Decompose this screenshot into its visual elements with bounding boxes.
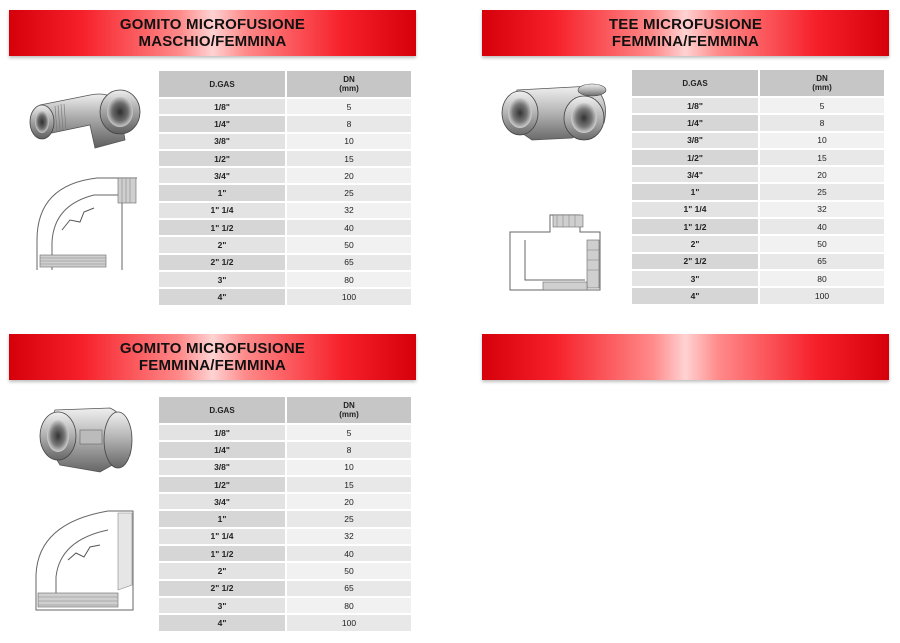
tee-female-female-section-drawing — [505, 210, 605, 295]
gas-size: 1/8" — [159, 425, 285, 440]
dn-value: 40 — [285, 220, 411, 235]
gas-size: 1" — [159, 185, 285, 200]
table-row — [159, 134, 411, 149]
gas-size: 2" 1/2 — [632, 254, 758, 269]
table-row — [159, 203, 411, 218]
table-row — [159, 598, 411, 613]
column-header-dn-unit: (mm) — [339, 410, 359, 419]
gas-size: 1" 1/2 — [159, 220, 285, 235]
gas-size: 2" — [159, 563, 285, 578]
dn-value: 5 — [285, 425, 411, 440]
dn-value: 5 — [758, 98, 884, 113]
table-row — [159, 116, 411, 131]
table-row — [159, 442, 411, 457]
dn-value: 50 — [285, 237, 411, 252]
gas-size: 3" — [632, 271, 758, 286]
table-row — [159, 237, 411, 252]
gas-size: 2" — [159, 237, 285, 252]
table-row — [159, 460, 411, 475]
gas-size: 1/2" — [632, 150, 758, 165]
dn-value: 40 — [285, 546, 411, 561]
column-header-dn-unit: (mm) — [812, 83, 832, 92]
gas-size: 1/2" — [159, 151, 285, 166]
table-row — [159, 615, 411, 630]
gas-size: 1/8" — [632, 98, 758, 113]
dn-value: 65 — [285, 581, 411, 596]
section-banner-gomito-mf — [9, 10, 416, 56]
banner-title-line2: MASCHIO/FEMMINA — [138, 33, 287, 50]
banner-title-line1: TEE MICROFUSIONE — [608, 16, 763, 33]
table-row — [159, 289, 411, 304]
dn-value: 40 — [758, 219, 884, 234]
table-row — [159, 185, 411, 200]
table-row — [632, 254, 884, 269]
elbow-male-female-photo — [20, 80, 145, 155]
dn-value: 8 — [285, 116, 411, 131]
elbow-male-female-section-drawing — [22, 170, 147, 275]
column-header-dn-label: DN — [343, 401, 355, 410]
dn-value: 32 — [758, 202, 884, 217]
gas-size: 2" — [632, 236, 758, 251]
gas-size: 1" 1/4 — [159, 529, 285, 544]
dn-value: 65 — [285, 255, 411, 270]
table-row — [159, 546, 411, 561]
gas-size: 1/2" — [159, 477, 285, 492]
column-header-gas: D.GAS — [632, 70, 758, 96]
table-row — [632, 288, 884, 303]
gas-size: 1/4" — [159, 116, 285, 131]
dn-value: 65 — [758, 254, 884, 269]
dn-value: 10 — [285, 460, 411, 475]
dn-value: 25 — [285, 511, 411, 526]
dn-value: 10 — [285, 134, 411, 149]
gas-size: 4" — [632, 288, 758, 303]
table-row — [159, 168, 411, 183]
gas-size: 3" — [159, 598, 285, 613]
dn-value: 8 — [285, 442, 411, 457]
banner-title-line1: GOMITO MICROFUSIONE — [119, 340, 306, 357]
table-row — [632, 202, 884, 217]
dn-value: 100 — [285, 615, 411, 630]
dn-value: 20 — [285, 494, 411, 509]
banner-title-line2: FEMMINA/FEMMINA — [611, 33, 760, 50]
table-row — [159, 477, 411, 492]
gas-size: 1/4" — [159, 442, 285, 457]
spec-table-tee-ff — [632, 68, 884, 306]
gas-size: 3/8" — [159, 134, 285, 149]
column-header-dn — [285, 71, 411, 97]
table-row — [632, 115, 884, 130]
gas-size: 2" 1/2 — [159, 255, 285, 270]
dn-value: 25 — [285, 185, 411, 200]
dn-value: 80 — [285, 598, 411, 613]
table-row — [159, 220, 411, 235]
dn-value: 100 — [285, 289, 411, 304]
table-row — [159, 529, 411, 544]
dn-value: 15 — [758, 150, 884, 165]
section-banner-tee-ff — [482, 10, 889, 56]
gas-size: 1/8" — [159, 99, 285, 114]
gas-size: 1" 1/2 — [632, 219, 758, 234]
table-row — [159, 425, 411, 440]
gas-size: 2" 1/2 — [159, 581, 285, 596]
dn-value: 32 — [285, 529, 411, 544]
dn-value: 50 — [758, 236, 884, 251]
empty-banner — [482, 334, 889, 380]
dn-value: 50 — [285, 563, 411, 578]
table-row — [159, 494, 411, 509]
dn-value: 20 — [285, 168, 411, 183]
elbow-female-female-section-drawing — [28, 505, 143, 615]
column-header-dn — [758, 70, 884, 96]
gas-size: 1" — [159, 511, 285, 526]
column-header-dn — [285, 397, 411, 423]
gas-size: 1/4" — [632, 115, 758, 130]
dn-value: 10 — [758, 133, 884, 148]
gas-size: 3/8" — [159, 460, 285, 475]
tee-female-female-photo — [492, 78, 617, 153]
dn-value: 80 — [758, 271, 884, 286]
dn-value: 25 — [758, 184, 884, 199]
spec-table-gomito-ff — [159, 395, 411, 633]
dn-value: 8 — [758, 115, 884, 130]
dn-value: 5 — [285, 99, 411, 114]
column-header-gas: D.GAS — [159, 397, 285, 423]
gas-size: 1" 1/2 — [159, 546, 285, 561]
table-row — [632, 98, 884, 113]
gas-size: 4" — [159, 289, 285, 304]
gas-size: 3/8" — [632, 133, 758, 148]
table-row — [159, 511, 411, 526]
spec-table-gomito-mf — [159, 69, 411, 307]
banner-title-line2: FEMMINA/FEMMINA — [138, 357, 287, 374]
table-row — [632, 271, 884, 286]
gas-size: 1" 1/4 — [632, 202, 758, 217]
column-header-gas: D.GAS — [159, 71, 285, 97]
dn-value: 32 — [285, 203, 411, 218]
dn-value: 80 — [285, 272, 411, 287]
table-row — [632, 150, 884, 165]
dn-value: 15 — [285, 151, 411, 166]
gas-size: 3/4" — [632, 167, 758, 182]
gas-size: 4" — [159, 615, 285, 630]
table-row — [159, 272, 411, 287]
dn-value: 15 — [285, 477, 411, 492]
table-row — [159, 99, 411, 114]
table-row — [632, 219, 884, 234]
table-row — [632, 167, 884, 182]
gas-size: 3/4" — [159, 168, 285, 183]
elbow-female-female-photo — [30, 400, 140, 480]
dn-value: 100 — [758, 288, 884, 303]
dn-value: 20 — [758, 167, 884, 182]
table-row — [632, 184, 884, 199]
gas-size: 1" 1/4 — [159, 203, 285, 218]
gas-size: 3" — [159, 272, 285, 287]
table-row — [632, 236, 884, 251]
gas-size: 1" — [632, 184, 758, 199]
column-header-dn-unit: (mm) — [339, 84, 359, 93]
table-row — [159, 255, 411, 270]
banner-title-line1: GOMITO MICROFUSIONE — [119, 16, 306, 33]
gas-size: 3/4" — [159, 494, 285, 509]
table-row — [159, 151, 411, 166]
table-row — [159, 563, 411, 578]
table-row — [632, 133, 884, 148]
section-banner-gomito-ff — [9, 334, 416, 380]
table-row — [159, 581, 411, 596]
column-header-dn-label: DN — [343, 75, 355, 84]
column-header-dn-label: DN — [816, 74, 828, 83]
